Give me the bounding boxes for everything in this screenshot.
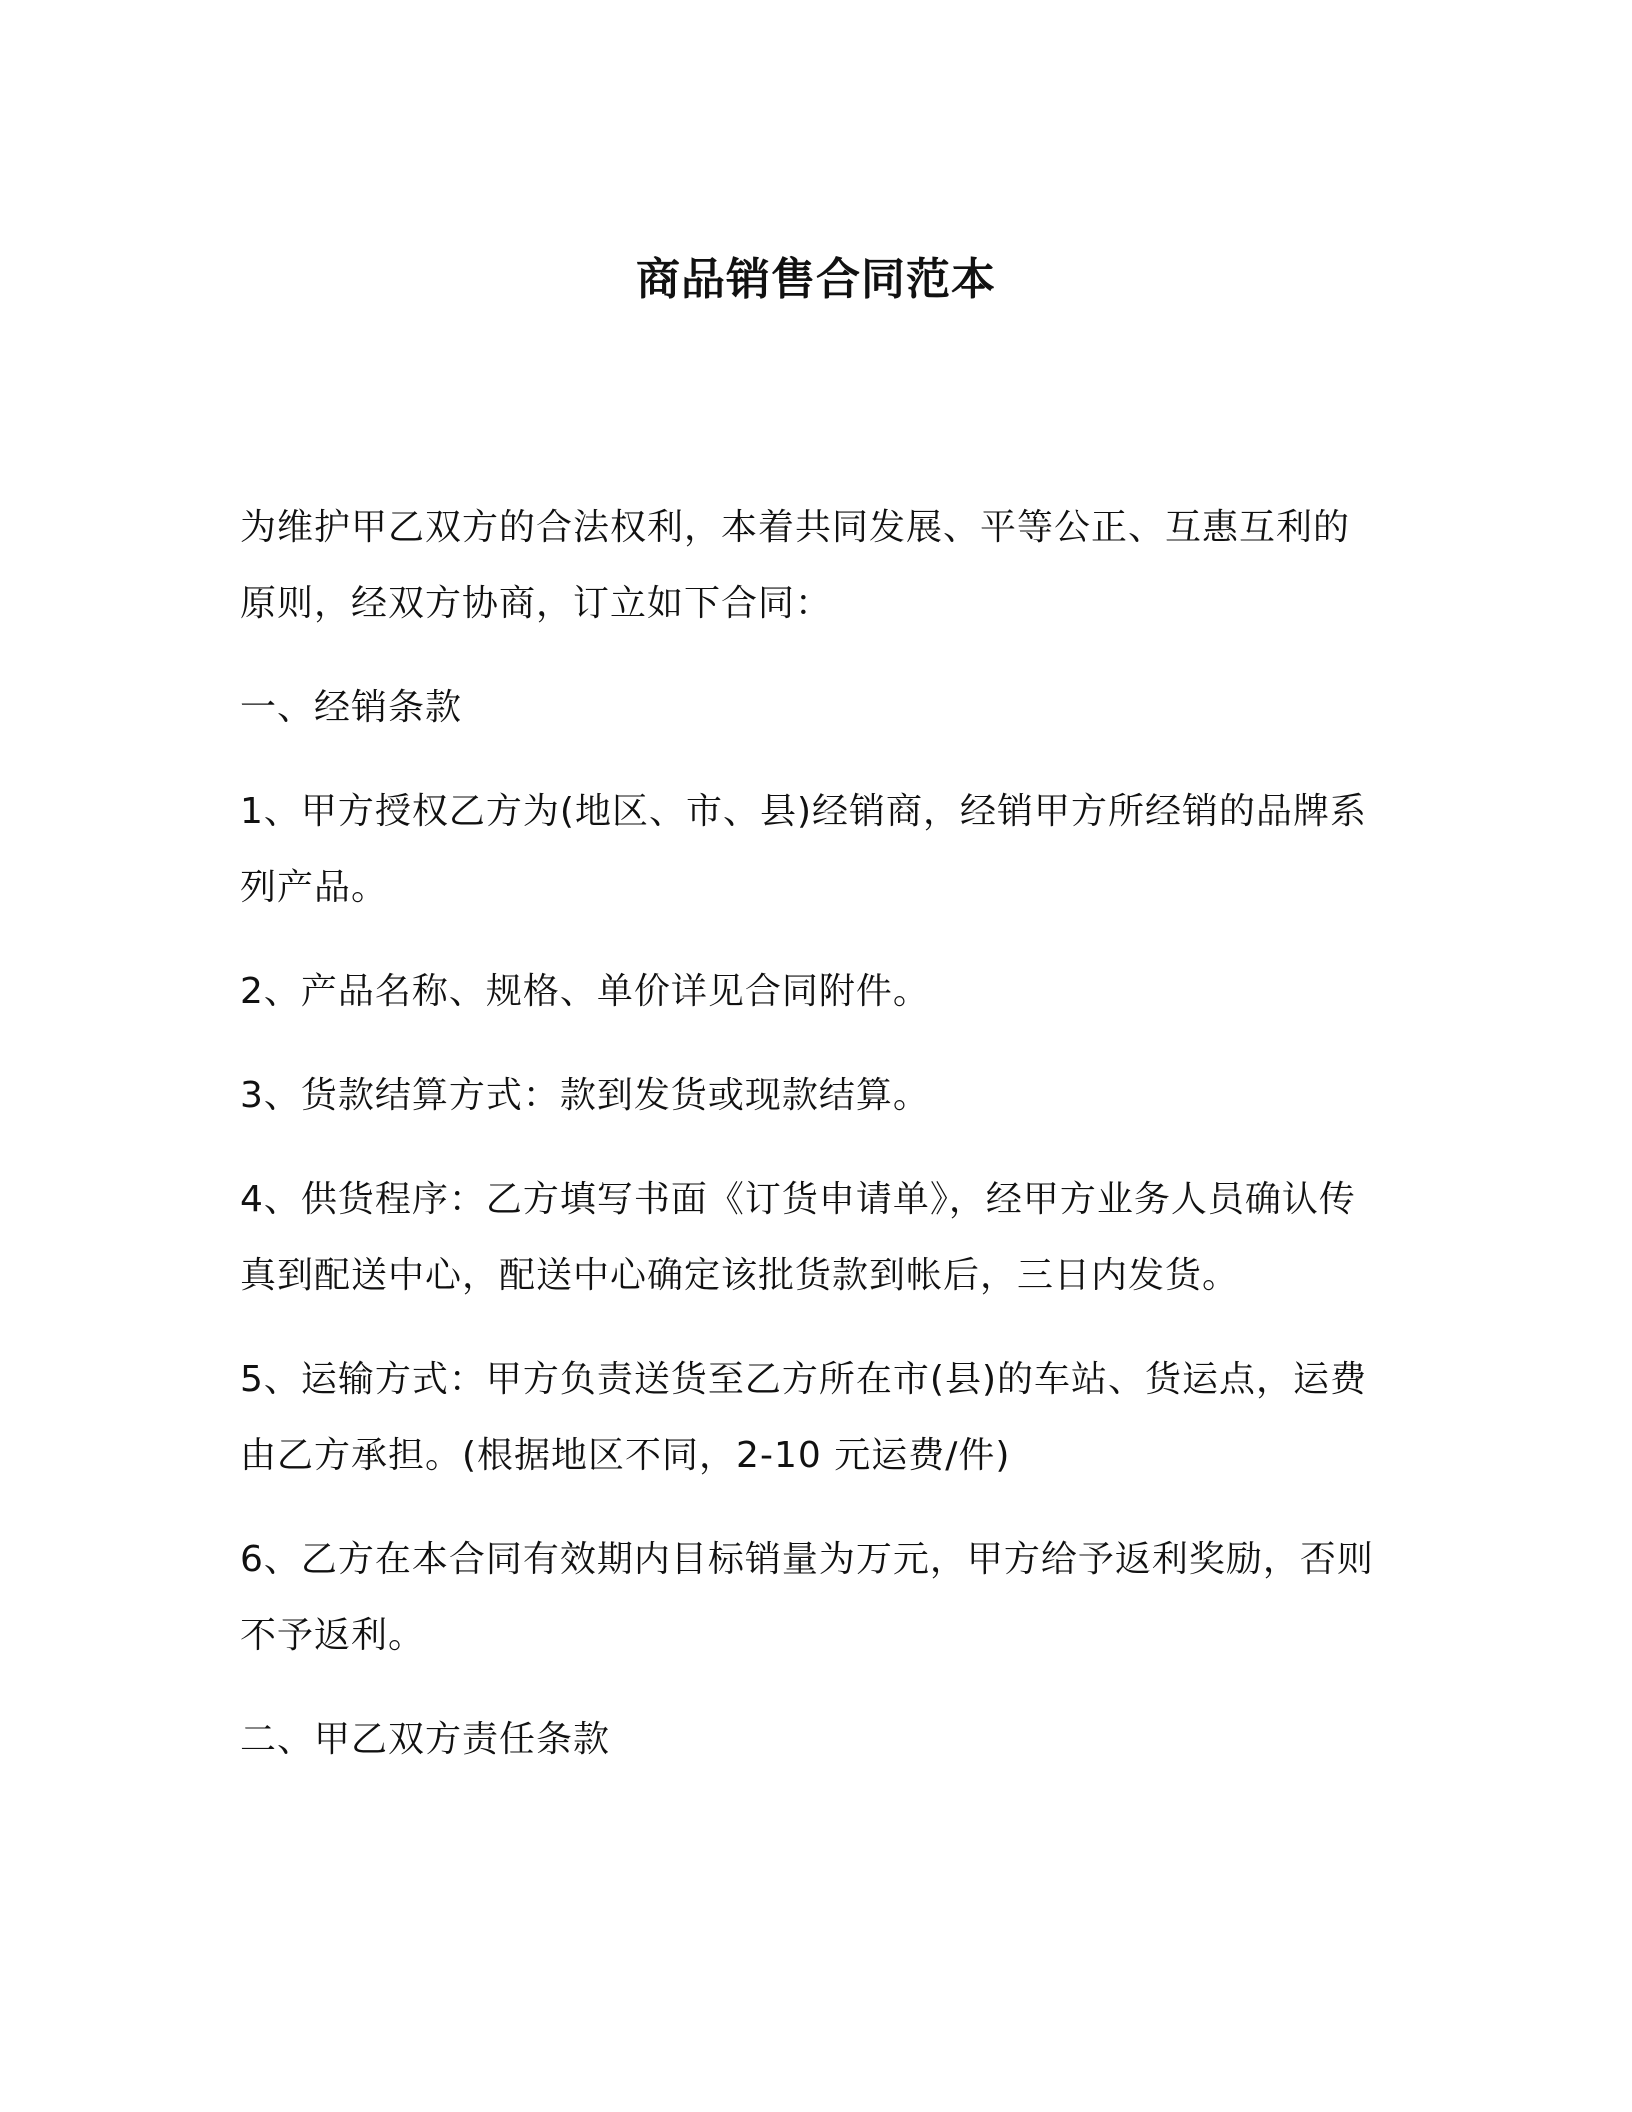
intro-line-2: 原则，经双方协商，订立如下合同： bbox=[240, 583, 833, 624]
clause-5-line-1: 5、运输方式：甲方负责送货至乙方所在市(县)的车站、货运点，运费 bbox=[240, 1359, 1367, 1400]
document-title: 商品销售合同范本 bbox=[636, 254, 996, 306]
clause-3 bbox=[240, 1058, 1390, 1134]
section-heading-responsibilities bbox=[240, 1702, 1390, 1778]
clause-4-line-1: 4、供货程序：乙方填写书面《订货申请单》，经甲方业务人员确认传 bbox=[240, 1179, 1356, 1220]
clause-4-line-2: 真到配送中心，配送中心确定该批货款到帐后，三日内发货。 bbox=[240, 1255, 1240, 1296]
clause-1-line-1: 1、甲方授权乙方为(地区、市、县)经销商，经销甲方所经销的品牌系 bbox=[240, 791, 1367, 832]
intro-line-1: 为维护甲乙双方的合法权利，本着共同发展、平等公正、互惠互利的 bbox=[240, 507, 1351, 548]
clause-1-line-2: 列产品。 bbox=[240, 867, 389, 908]
document-body bbox=[240, 490, 1390, 1806]
clause-6 bbox=[240, 1522, 1390, 1674]
clause-2 bbox=[240, 954, 1390, 1030]
clause-6-line-1: 6、乙方在本合同有效期内目标销量为万元，甲方给予返利奖励，否则 bbox=[240, 1539, 1374, 1580]
clause-2-line-1: 2、产品名称、规格、单价详见合同附件。 bbox=[240, 971, 930, 1012]
clause-5 bbox=[240, 1342, 1390, 1494]
clause-3-line-1: 3、货款结算方式：款到发货或现款结算。 bbox=[240, 1075, 930, 1116]
section-heading-text: 二、甲乙双方责任条款 bbox=[240, 1719, 611, 1760]
clause-6-line-2: 不予返利。 bbox=[240, 1615, 426, 1656]
section-heading-text: 一、经销条款 bbox=[240, 687, 463, 728]
section-heading-dealership-terms bbox=[240, 670, 1390, 746]
intro-paragraph bbox=[240, 490, 1390, 642]
clause-5-line-2: 由乙方承担。(根据地区不同，2-10 元运费/件) bbox=[240, 1435, 1011, 1476]
clause-4 bbox=[240, 1162, 1390, 1314]
clause-1 bbox=[240, 774, 1390, 926]
